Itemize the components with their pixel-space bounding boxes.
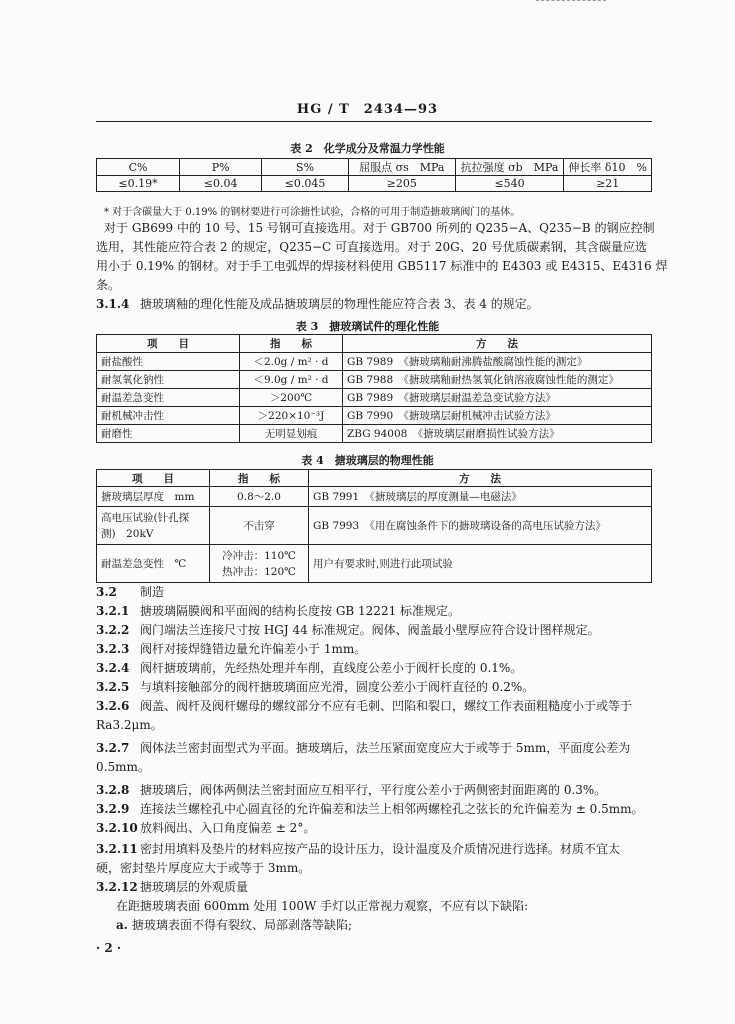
paragraph-line: 条。 bbox=[96, 278, 121, 292]
table4-cell bbox=[97, 507, 210, 545]
table3-caption: 表 3 搪玻璃试件的理化性能 bbox=[295, 320, 440, 333]
table3-cell: ＜2.0g / m² · d bbox=[240, 353, 343, 371]
section-line bbox=[96, 898, 644, 917]
table2-note: * 对于含碳量大于 0.19% 的钢材要进行可涂搪性试验，合格的可用于制造搪玻璃阀门的基体。 bbox=[104, 207, 521, 218]
table4-cell-line: 冷冲击：110℃ bbox=[222, 549, 296, 562]
table4-header: 项 目 bbox=[97, 470, 210, 487]
table3-cell: 耐温差急变性 bbox=[97, 389, 240, 407]
section-number: 3.2.1 bbox=[96, 604, 130, 618]
paragraph-line: 对于 GB699 中的 10 号、15 号钢可直接选用。对于 GB700 所列的 Q235−A、Q235−B 的钢应控制 bbox=[104, 221, 655, 235]
section-line bbox=[96, 660, 644, 679]
table4-cell: GB 7991 《搪玻璃层的厚度测量—电磁法》 bbox=[309, 487, 652, 507]
section-text: 搪玻璃层的外观质量 bbox=[140, 880, 249, 894]
table3-cell: 耐盐酸性 bbox=[97, 353, 240, 371]
table3 bbox=[96, 334, 652, 443]
section-text: 制造 bbox=[140, 585, 165, 599]
section-text: 阀杆对接焊缝错边量允许偏差小于 1mm。 bbox=[140, 642, 367, 656]
section-text: 与填料接触部分的阀杆搪玻璃面应光滑，圆度公差小于阀杆直径的 0.2%。 bbox=[140, 680, 535, 694]
section-text: 搪玻璃表面不得有裂纹、局部剥落等缺陷; bbox=[132, 918, 353, 932]
section-line bbox=[96, 782, 644, 801]
table3-header: 项 目 bbox=[97, 335, 240, 353]
section-text: 在距搪玻璃表面 600mm 处用 100W 手灯以正常视力观察，不应有以下缺陷: bbox=[116, 899, 529, 913]
header-rule bbox=[96, 121, 652, 122]
section-number: 3.1.4 bbox=[96, 297, 130, 311]
table4-cell-line: 测) 20kV bbox=[101, 527, 154, 540]
section-line bbox=[96, 759, 644, 782]
section-text: 连接法兰螺栓孔中心圆直径的允许偏差和法兰上相邻两螺栓孔之弦长的允许偏差为 ± 0.5mm。 bbox=[140, 802, 644, 816]
item-marker: a. bbox=[116, 918, 128, 932]
section-number: 3.2.7 bbox=[96, 741, 130, 755]
section-text: Ra3.2μm。 bbox=[96, 718, 163, 732]
table4-cell: 用户有要求时,则进行此项试验 bbox=[309, 545, 652, 583]
section-text: 阀门端法兰连接尺寸按 HGJ 44 标准规定。阀体、阀盖最小壁厚应符合设计图样规定。 bbox=[140, 623, 600, 637]
section-text: 放料阀出、入口角度偏差 ± 2°。 bbox=[140, 821, 316, 835]
section-line bbox=[96, 584, 644, 603]
section-line bbox=[96, 841, 644, 860]
table2-cell: ≤0.19* bbox=[97, 176, 180, 192]
table2-cell: ≤540 bbox=[455, 176, 564, 192]
section-line bbox=[96, 622, 644, 641]
table2-header: 抗拉强度 σb MPa bbox=[455, 159, 564, 176]
section-number: 3.2.10 bbox=[96, 821, 138, 835]
table4-cell: 耐温差急变性 ℃ bbox=[97, 545, 210, 583]
page-number: · 2 · bbox=[96, 941, 122, 955]
table2-header: C% bbox=[97, 159, 180, 176]
section-text: 阀杆搪玻璃前，先经热处理并车削，直线度公差小于阀杆长度的 0.1%。 bbox=[140, 661, 523, 675]
section-line bbox=[96, 603, 644, 622]
section-number: 3.2.2 bbox=[96, 623, 130, 637]
section-number: 3.2 bbox=[96, 585, 117, 599]
table2-header: P% bbox=[180, 159, 262, 176]
section-number: 3.2.3 bbox=[96, 642, 130, 656]
paragraph-line: 用小于 0.19% 的钢材。对于手工电弧焊的焊接材料使用 GB5117 标准中的 E4303 或 E4315、E4316 焊 bbox=[96, 259, 668, 273]
table4-cell: GB 7993 《用在腐蚀条件下的搪玻璃设备的高电压试验方法》 bbox=[309, 507, 652, 545]
section-line bbox=[96, 641, 644, 660]
table3-cell: 耐机械冲击性 bbox=[97, 407, 240, 425]
table3-cell: ＞200℃ bbox=[240, 389, 343, 407]
table2-cell: ≤0.045 bbox=[262, 176, 349, 192]
section-line bbox=[96, 801, 644, 820]
section-3-1-4 bbox=[96, 296, 539, 313]
sections-block bbox=[96, 584, 644, 936]
section-line bbox=[96, 679, 644, 698]
section-number: 3.2.11 bbox=[96, 842, 138, 856]
section-text: 搪玻璃釉的理化性能及成品搪玻璃层的物理性能应符合表 3、表 4 的规定。 bbox=[140, 297, 539, 311]
section-line bbox=[96, 698, 644, 717]
table3-cell: GB 7989 《搪玻璃釉耐沸腾盐酸腐蚀性能的测定》 bbox=[343, 353, 652, 371]
table3-cell: ＜9.0g / m² · d bbox=[240, 371, 343, 389]
section-line bbox=[96, 860, 644, 879]
paragraph-line: 选用，其性能应符合表 2 的规定，Q235−C 可直接选用。对于 20G、20 号优质碳素钢，其含碳量应选 bbox=[96, 240, 647, 254]
table3-cell: ZBG 94008 《搪玻璃层耐磨损性试验方法》 bbox=[343, 425, 652, 443]
table3-cell: 耐磨性 bbox=[97, 425, 240, 443]
section-line bbox=[96, 879, 644, 898]
section-number: 3.2.4 bbox=[96, 661, 130, 675]
table2-header: S% bbox=[262, 159, 349, 176]
table4-cell: 不击穿 bbox=[210, 507, 309, 545]
section-number: 3.2.8 bbox=[96, 783, 130, 797]
table4 bbox=[96, 469, 652, 583]
table4-cell bbox=[210, 545, 309, 583]
table3-header: 指 标 bbox=[240, 335, 343, 353]
table4-cell: 0.8～2.0 bbox=[210, 487, 309, 507]
section-line bbox=[96, 917, 644, 936]
table2-caption: 表 2 化学成分及常温力学性能 bbox=[290, 142, 445, 155]
section-number: 3.2.6 bbox=[96, 699, 130, 713]
section-text: 搪玻璃隔膜阀和平面阀的结构长度按 GB 12221 标准规定。 bbox=[140, 604, 461, 618]
scan-mark bbox=[536, 0, 606, 6]
section-number: 3.2.5 bbox=[96, 680, 130, 694]
section-text: 0.5mm。 bbox=[96, 760, 150, 774]
table4-header: 指 标 bbox=[210, 470, 309, 487]
table2-cell: ≥21 bbox=[564, 176, 652, 192]
section-line bbox=[96, 717, 644, 740]
table3-header: 方 法 bbox=[343, 335, 652, 353]
table2-cell: ≥205 bbox=[348, 176, 455, 192]
table2 bbox=[96, 158, 652, 192]
section-text: 阀体法兰密封面型式为平面。搪玻璃后，法兰压紧面宽度应大于或等于 5mm，平面度公差为 bbox=[140, 741, 631, 755]
table3-cell: GB 7988 《搪玻璃釉耐热氢氧化钠溶液腐蚀性能的测定》 bbox=[343, 371, 652, 389]
table4-header: 方 法 bbox=[309, 470, 652, 487]
table2-header: 屈服点 σs MPa bbox=[348, 159, 455, 176]
table2-header: 伸长率 δ10 % bbox=[564, 159, 652, 176]
table3-cell: GB 7989 《搪玻璃层耐温差急变试验方法》 bbox=[343, 389, 652, 407]
table3-cell: 无明显划痕 bbox=[240, 425, 343, 443]
table3-cell: GB 7990 《搪玻璃层耐机械冲击试验方法》 bbox=[343, 407, 652, 425]
section-text: 阀盖、阀杆及阀杆螺母的螺纹部分不应有毛刺、凹陷和裂口，螺纹工作表面粗糙度小于或等于 bbox=[140, 699, 633, 713]
section-number: 3.2.9 bbox=[96, 802, 130, 816]
section-number: 3.2.12 bbox=[96, 880, 138, 894]
section-line bbox=[96, 740, 644, 759]
table4-caption: 表 4 搪玻璃层的物理性能 bbox=[301, 454, 434, 467]
page-header: HG / T 2434—93 bbox=[296, 102, 439, 117]
section-text: 搪玻璃后，阀体两侧法兰密封面应互相平行，平行度公差小于两侧密封面距离的 0.3%。 bbox=[140, 783, 607, 797]
table4-cell: 搪玻璃层厚度 mm bbox=[97, 487, 210, 507]
table4-cell-line: 高电压试验(针孔探 bbox=[101, 511, 190, 524]
table3-cell: ＞220×10⁻³J bbox=[240, 407, 343, 425]
section-text: 密封用填料及垫片的材料应按产品的设计压力，设计温度及介质情况进行选择。材质不宜太 bbox=[140, 842, 621, 856]
section-line bbox=[96, 820, 644, 841]
table3-cell: 耐氢氧化钠性 bbox=[97, 371, 240, 389]
table4-cell-line: 热冲击：120℃ bbox=[222, 565, 296, 578]
table2-cell: ≤0.04 bbox=[180, 176, 262, 192]
section-text: 硬，密封垫片厚度应大于或等于 3mm。 bbox=[96, 861, 311, 875]
